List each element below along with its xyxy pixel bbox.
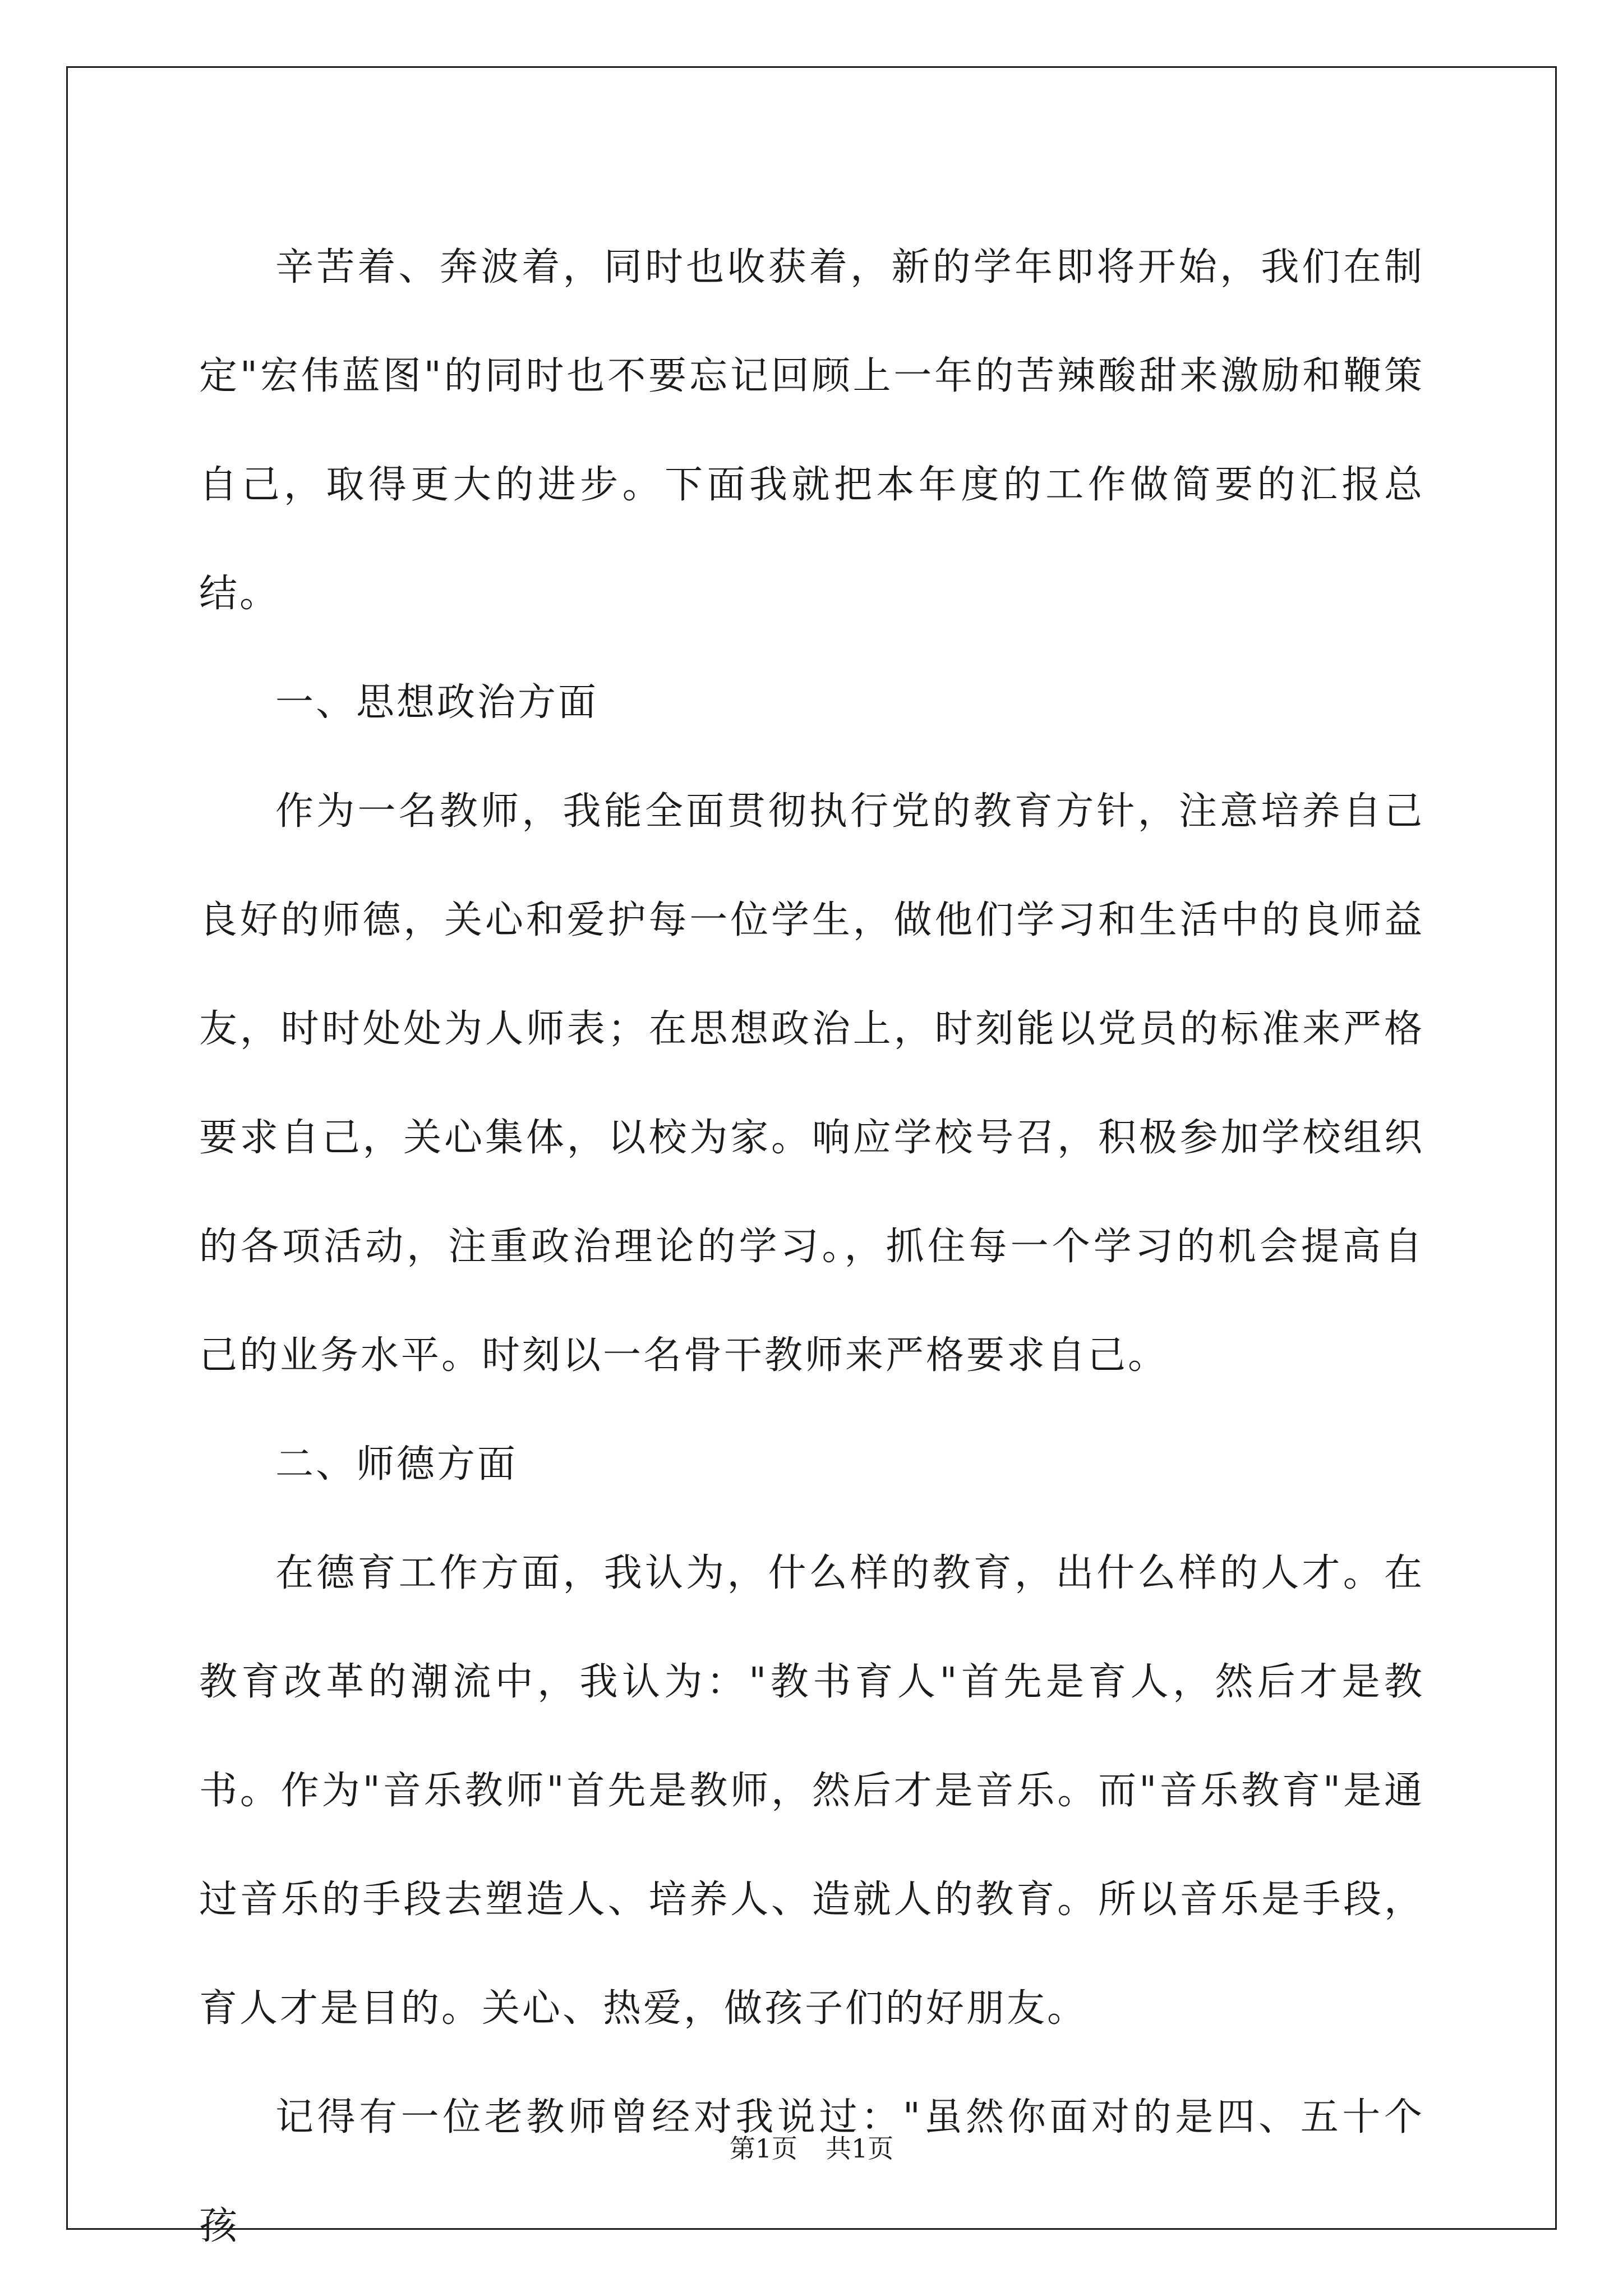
paragraph-memory: 记得有一位老教师曾经对我说过："虽然你面对的是四、五十个孩: [199, 2095, 1424, 2248]
section-heading-ethics: 二、师德方面: [275, 1442, 518, 1487]
paragraph-ideology: 作为一名教师，我能全面贯彻执行党的教育方针，注意培养自己良好的师德，关心和爱护每一位学生，做他们学习和生活中的良师益友，时时处处为人师表；在思想政治上，时刻能以党员的标准来严格要求自己，关心集体，以校为家。响应学校号召，积极参加学校组织的各项活动，注重政治理论的学习。，抓住每一个学习的机会提高自己的业务水平。时刻以一名骨干教师来严格要求自己。: [199, 789, 1424, 1378]
page-number-current: 第1页: [729, 2133, 797, 2164]
paragraph-ethics: 在德育工作方面，我认为，什么样的教育，出什么样的人才。在教育改革的潮流中，我认为："教书育人"首先是育人，然后才是教书。作为"音乐教师"首先是教师，然后才是音乐。而"音乐教育"是通过音乐的手段去塑造人、培养人、造就人的教育。所以音乐是手段，育人才是目的。关心、热爱，做孩子们的好朋友。: [199, 1551, 1424, 2031]
page-footer: [0, 2132, 1623, 2165]
section-heading-ideology: 一、思想政治方面: [275, 680, 599, 725]
document-body: [199, 213, 1424, 2281]
paragraph-intro: 辛苦着、奔波着，同时也收获着，新的学年即将开始，我们在制定"宏伟蓝图"的同时也不要忘记回顾上一年的苦辣酸甜来激励和鞭策自己，取得更大的进步。下面我就把本年度的工作做简要的汇报总结。: [199, 245, 1424, 616]
page-number-total: 共1页: [826, 2133, 894, 2164]
